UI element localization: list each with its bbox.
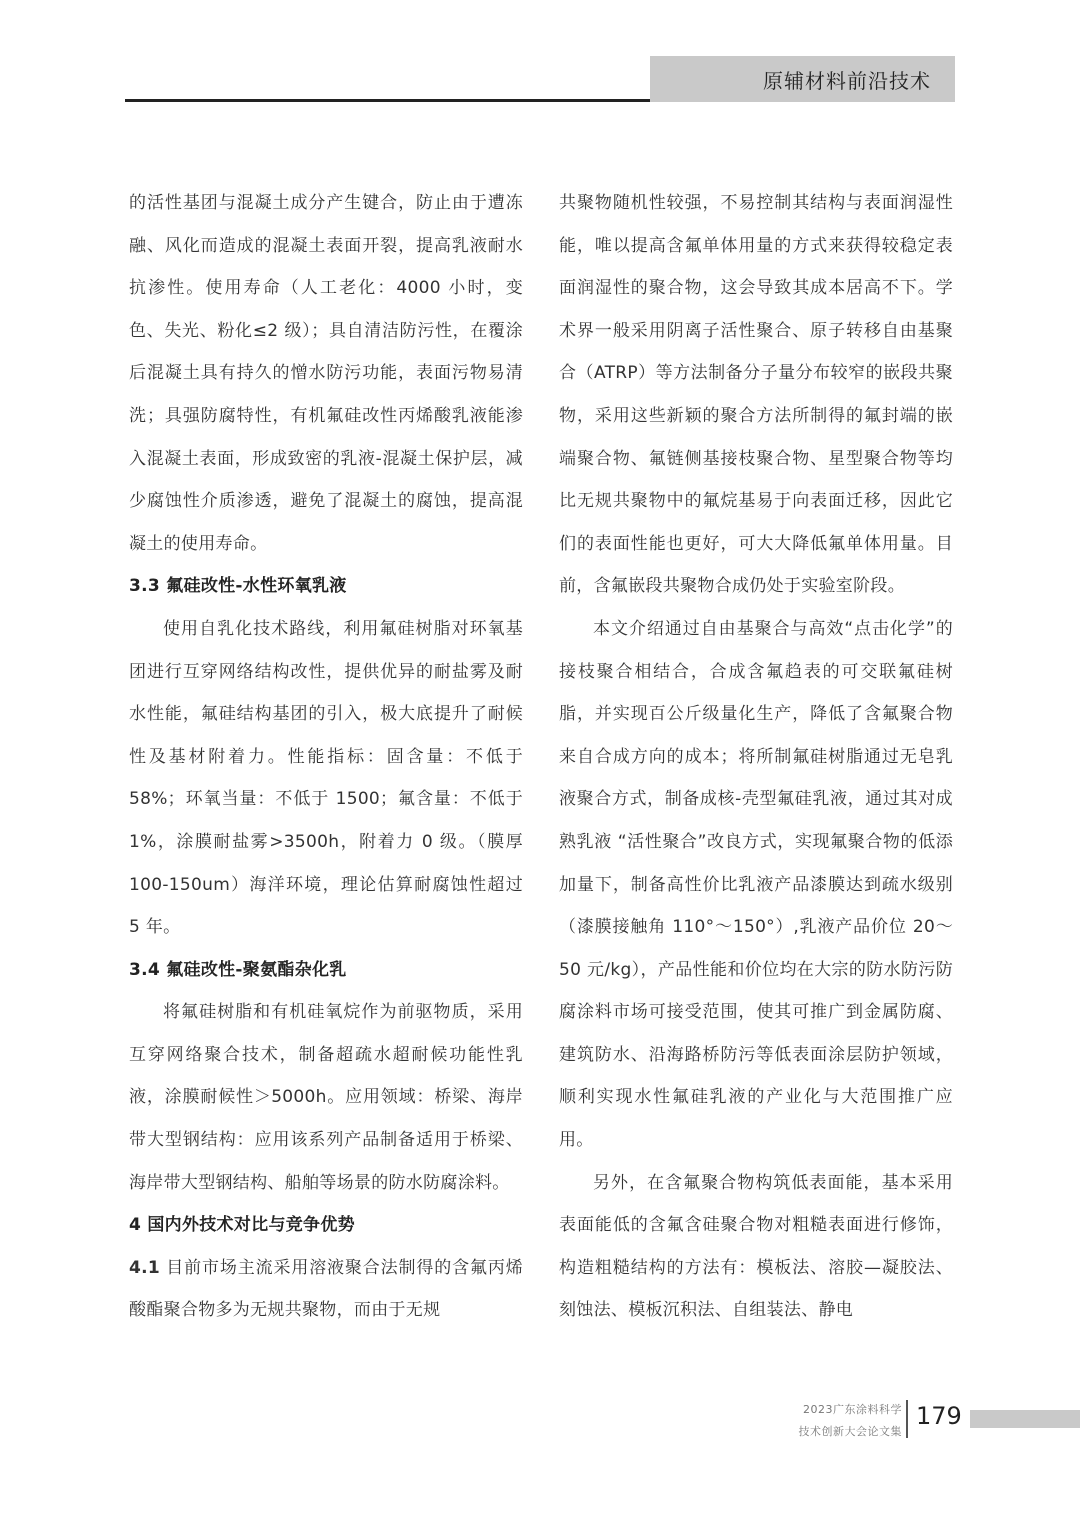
left-paragraph-3: 将氟硅树脂和有机硅氧烷作为前驱物质，采用互穿网络聚合技术，制备超疏水超耐候功能性乳液，涂膜耐候性＞5000h。应用领域：桥梁、海岸带大型钢结构：应用该系列产品制备适用于桥梁、海岸带大型钢结构、船舶等场景的防水防腐涂料。 — [129, 1002, 523, 1193]
right-paragraph-2: 本文介绍通过自由基聚合与高效“点击化学”的接枝聚合相结合，合成含氟趋表的可交联氟硅树脂，并实现百公斤级量化生产，降低了含氟聚合物来自合成方向的成本；将所制氟硅树脂通过无皂乳液聚合方式，制备成核-壳型氟硅乳液，通过其对成熟乳液 “活性聚合”改良方式，实现氟聚合物的低添加量下，制备高性价比乳液产品漆膜达到疏水级别（漆膜接触角 110°～150°）,乳液产品价位 20～50 元/kg），产品性能和价位均在大宗的防水防污防腐涂料市场可接受范围，使其可推广到金属防腐、建筑防水、沿海路桥防污等低表面涂层防护领域，顺利实现水性氟硅乳液的产业化与大范围推广应用。 — [559, 618, 953, 1151]
left-column — [129, 182, 523, 1332]
footer-line-1: 2023广东涂料科学 — [803, 1403, 902, 1416]
right-column — [559, 182, 953, 1332]
section-title: 原辅材料前沿技术 — [763, 68, 931, 93]
heading-3-3: 3.3 氟硅改性-水性环氧乳液 — [129, 576, 347, 597]
header-section-bar — [650, 56, 955, 102]
footer-publication — [790, 1399, 902, 1443]
heading-3-4: 3.4 氟硅改性-聚氨酯杂化乳 — [129, 959, 347, 980]
right-paragraph-1: 共聚物随机性较强，不易控制其结构与表面润湿性能，唯以提高含氟单体用量的方式来获得较稳定表面润湿性的聚合物，这会导致其成本居高不下。学术界一般采用阴离子活性聚合、原子转移自由基聚合（ATRP）等方法制备分子量分布较窄的嵌段共聚物，采用这些新颖的聚合方法所制得的氟封端的嵌端聚合物、氟链侧基接枝聚合物、星型聚合物等均比无规共聚物中的氟烷基易于向表面迁移，因此它们的表面性能也更好，可大大降低氟单体用量。目前，含氟嵌段共聚物合成仍处于实验室阶段。 — [559, 193, 953, 597]
heading-4-1-number: 4.1 — [129, 1257, 161, 1278]
left-paragraph-1: 的活性基团与混凝土成分产生键合，防止由于遭冻融、风化而造成的混凝土表面开裂，提高乳液耐水抗渗性。使用寿命（人工老化：4000 小时，变色、失光、粉化≤2 级）；具自清洁防污性，在覆涂后混凝土具有持久的憎水防污功能，表面污物易清洗；具强防腐特性，有机氟硅改性丙烯酸乳液能渗入混凝土表面，形成致密的乳液-混凝土保护层，减少腐蚀性介质渗透，避免了混凝土的腐蚀，提高混凝土的使用寿命。 — [129, 193, 523, 554]
left-paragraph-4 — [129, 1247, 523, 1332]
footer-line-2: 技术创新大会论文集 — [798, 1425, 902, 1438]
left-paragraph-4-text: 目前市场主流采用溶液聚合法制得的含氟丙烯酸酯聚合物多为无规共聚物，而由于无规 — [129, 1257, 523, 1321]
header-rule — [125, 99, 650, 102]
right-paragraph-3: 另外，在含氟聚合物构筑低表面能，基本采用表面能低的含氟含硅聚合物对粗糙表面进行修饰，构造粗糙结构的方法有：模板法、溶胶—凝胶法、刻蚀法、模板沉积法、自组装法、静电 — [559, 1172, 953, 1321]
footer-bar — [970, 1410, 1080, 1428]
page-number: 179 — [916, 1402, 962, 1430]
left-paragraph-2: 使用自乳化技术路线，利用氟硅树脂对环氧基团进行互穿网络结构改性，提供优异的耐盐雾及耐水性能，氟硅结构基团的引入，极大底提升了耐候性及基材附着力。性能指标：固含量：不低于 58%；环氧当量：不低于 1500；氟含量：不低于 1%，涂膜耐盐雾>3500h，附着力 0 级。（膜厚 100-150um）海洋环境，理论估算耐腐蚀性超过 5 年。 — [129, 618, 523, 938]
heading-4: 4 国内外技术对比与竞争优势 — [129, 1215, 355, 1236]
footer-separator — [906, 1400, 908, 1438]
